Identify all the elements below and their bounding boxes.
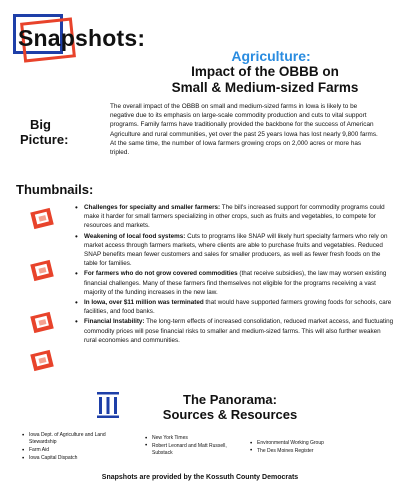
photo-icon (30, 208, 54, 229)
page-headline (140, 64, 390, 96)
panorama-title-line-1: The Panorama: (183, 392, 277, 407)
list-item (84, 269, 394, 297)
source-item: • Iowa Capital Dispatch (22, 455, 132, 462)
source-item: • Environmental Working Group (250, 440, 380, 447)
source-item: • Iowa Dept. of Agriculture and Land Stewardship (22, 432, 132, 447)
source-item: • Farm Aid (22, 447, 132, 454)
big-picture-text: The overall impact of the OBBB on small and medium-sized farms in Iowa is likely to be negative due to its emphasis on large-scale commodity production and cuts to vital support programs. Family farms have traditionally provided the backbone for the success of American Agriculture and rural communities, yet over the past 25 years Iowa has lost nearly 9,800 farms. At the same time, the number of Iowa farmers growing crops on 2,000 acres or more has tripled. (110, 103, 378, 157)
headline-line-1: Impact of the OBBB on (191, 64, 339, 79)
source-item: • Robert Leonard and Matt Russell, Substack (145, 443, 245, 458)
big-picture-label-line-2: Picture: (20, 132, 69, 147)
headline-line-2: Small & Medium-sized Farms (171, 80, 359, 95)
list-item (84, 203, 394, 231)
sources-column-2 (145, 435, 245, 458)
footer-credit: Snapshots are provided by the Kossuth County Democrats (101, 474, 299, 481)
bullet-lead: Financial Instability: (84, 318, 145, 326)
panorama-title-line-2: Sources & Resources (162, 407, 298, 422)
source-item: • New York Times (145, 435, 245, 442)
sources-column-1 (22, 432, 132, 463)
bullet-lead: Weakening of local food systems: (84, 232, 186, 240)
photo-icon (30, 312, 54, 333)
list-item (84, 298, 394, 316)
bullet-text: that would have supported farmers growing foods for schools, care facilities, and food banks. (84, 299, 392, 316)
bullet-text: The bill's increased support for commodity programs could make it harder for small farmers specializing in other crops, such as fruits and vegetables, to compete for resources and markets. (84, 204, 385, 230)
bullet-lead: Challenges for specialty and smaller farmers: (84, 204, 221, 211)
panorama-columns-icon (96, 391, 120, 419)
bullet-lead: For farmers who do not grow covered commodities (84, 270, 238, 278)
photo-icon (30, 260, 54, 281)
sources-column-3 (250, 440, 380, 456)
big-picture-label (20, 117, 69, 147)
big-picture-label-line-1: Big (30, 117, 51, 132)
bullet-text: The long-term effects of increased consolidation, reduced market access, and fluctuating commodity prices will pose financial risks to smaller and medium-sized farms. This will also further weaken rural economies and communities. (84, 318, 394, 344)
logo-title: Snapshots: (18, 25, 146, 51)
section-kicker: Agriculture: (231, 48, 311, 64)
thumbnails-label: Thumbnails: (16, 182, 94, 197)
list-item (84, 317, 394, 345)
thumbnails-list (74, 203, 394, 346)
bullet-lead: In Iowa, over $11 million was terminated (84, 299, 204, 307)
panorama-title (140, 392, 320, 422)
source-item: • The Des Moines Register (250, 448, 380, 455)
list-item (84, 232, 394, 269)
bullet-text: Cuts to programs like SNAP will likely hurt specialty farmers who rely on market access through farmers markets, where clients are able to purchase fruits and vegetables. Reduced SNAP benefits mean fewer customers and sales for smaller producers, as well as fewer fresh foods on the table for families. (84, 232, 388, 268)
photo-icon (30, 350, 54, 371)
bullet-text: (that receive subsidies), the law may worsen existing financial challenges. Many of these farmers find themselves not eligible for the programs receiving a vast majority of the funding increases in the new law. (84, 270, 387, 296)
